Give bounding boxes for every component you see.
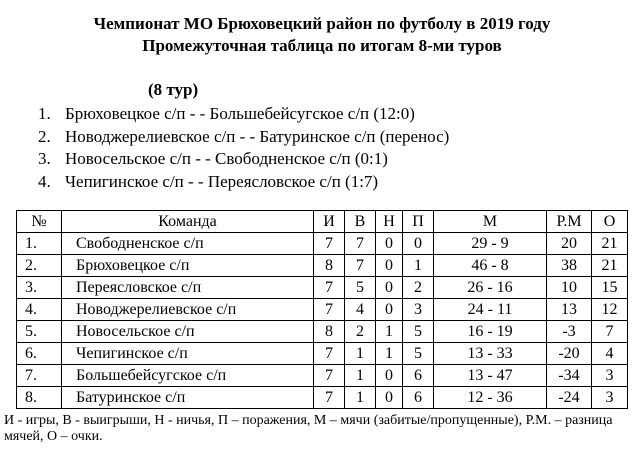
cell-team: Свободненское с/п — [62, 233, 314, 255]
cell-points: 3 — [592, 365, 628, 387]
cell-team: Новосельское с/п — [62, 321, 314, 343]
page-title: Чемпионат МО Брюховецкий район по футболу в 2019 году — [93, 14, 551, 33]
column-header-goals: М — [434, 211, 547, 233]
cell-goal-diff: 38 — [547, 255, 592, 277]
match-item — [38, 103, 449, 126]
match-list — [38, 103, 449, 193]
cell-wins: 2 — [345, 321, 376, 343]
column-header-goal-diff: Р.М — [547, 211, 592, 233]
match-text: Брюховецкое с/п - - Большебейсугское с/п (12:0) — [65, 104, 415, 123]
cell-goals: 16 - 19 — [434, 321, 547, 343]
round-label: (8 тур) — [148, 80, 199, 99]
cell-draws: 0 — [376, 299, 403, 321]
cell-goal-diff: -20 — [547, 343, 592, 365]
table-row — [17, 233, 628, 255]
cell-goal-diff: 13 — [547, 299, 592, 321]
cell-goal-diff: 20 — [547, 233, 592, 255]
cell-goals: 12 - 36 — [434, 387, 547, 409]
match-text: Новоджерелиевское с/п - - Батуринское с/п (перенос) — [65, 126, 450, 146]
cell-goals: 29 - 9 — [434, 233, 547, 255]
match-item — [38, 148, 449, 171]
cell-draws: 1 — [376, 343, 403, 365]
column-header-games: И — [314, 211, 345, 233]
cell-games: 7 — [314, 387, 345, 409]
cell-losses: 5 — [403, 343, 434, 365]
cell-goal-diff: -24 — [547, 387, 592, 409]
cell-number: 4. — [17, 299, 62, 321]
cell-goals: 13 - 47 — [434, 365, 547, 387]
cell-number: 7. — [17, 365, 62, 387]
cell-draws: 0 — [376, 387, 403, 409]
column-header-number: № — [17, 211, 62, 233]
column-header-draws: Н — [376, 211, 403, 233]
cell-number: 5. — [17, 321, 62, 343]
cell-goals: 24 - 11 — [434, 299, 547, 321]
cell-wins: 1 — [345, 343, 376, 365]
cell-team: Новоджерелиевское с/п — [62, 299, 314, 321]
cell-wins: 5 — [345, 277, 376, 299]
cell-losses: 6 — [403, 365, 434, 387]
table-row — [17, 365, 628, 387]
cell-team: Чепигинское с/п — [62, 343, 314, 365]
table-body — [17, 233, 628, 409]
cell-games: 7 — [314, 277, 345, 299]
cell-wins: 4 — [345, 299, 376, 321]
cell-team: Большебейсугское с/п — [62, 365, 314, 387]
cell-number: 8. — [17, 387, 62, 409]
cell-points: 4 — [592, 343, 628, 365]
cell-games: 7 — [314, 233, 345, 255]
cell-draws: 0 — [376, 255, 403, 277]
cell-losses: 6 — [403, 387, 434, 409]
cell-losses: 3 — [403, 299, 434, 321]
table-row — [17, 277, 628, 299]
cell-number: 6. — [17, 343, 62, 365]
cell-goals: 26 - 16 — [434, 277, 547, 299]
cell-team: Батуринское с/п — [62, 387, 314, 409]
cell-goals: 13 - 33 — [434, 343, 547, 365]
cell-draws: 0 — [376, 233, 403, 255]
match-number: 2. — [38, 126, 51, 146]
cell-number: 2. — [17, 255, 62, 277]
standings-table — [16, 210, 628, 409]
column-header-losses: П — [403, 211, 434, 233]
match-number: 3. — [38, 149, 51, 169]
cell-games: 7 — [314, 299, 345, 321]
cell-team: Переясловское с/п — [62, 277, 314, 299]
cell-points: 15 — [592, 277, 628, 299]
table-row — [17, 387, 628, 409]
cell-draws: 0 — [376, 365, 403, 387]
cell-games: 8 — [314, 255, 345, 277]
match-item — [38, 171, 449, 194]
cell-points: 7 — [592, 321, 628, 343]
table-header-row — [17, 211, 628, 233]
table-row — [17, 321, 628, 343]
cell-goals: 46 - 8 — [434, 255, 547, 277]
table-row — [17, 343, 628, 365]
cell-losses: 0 — [403, 233, 434, 255]
cell-points: 3 — [592, 387, 628, 409]
match-item — [38, 126, 449, 149]
table-row — [17, 255, 628, 277]
page-subtitle: Промежуточная таблица по итогам 8-ми туров — [142, 36, 502, 55]
cell-draws: 1 — [376, 321, 403, 343]
cell-wins: 1 — [345, 365, 376, 387]
cell-wins: 7 — [345, 255, 376, 277]
cell-goal-diff: -3 — [547, 321, 592, 343]
cell-team: Брюховецкое с/п — [62, 255, 314, 277]
cell-wins: 7 — [345, 233, 376, 255]
cell-games: 8 — [314, 321, 345, 343]
column-header-wins: В — [345, 211, 376, 233]
match-number: 1. — [38, 104, 51, 123]
match-text: Чепигинское с/п - - Переясловское с/п (1:7) — [65, 171, 379, 191]
cell-losses: 2 — [403, 277, 434, 299]
cell-points: 21 — [592, 233, 628, 255]
cell-wins: 1 — [345, 387, 376, 409]
cell-games: 7 — [314, 365, 345, 387]
cell-draws: 0 — [376, 277, 403, 299]
cell-points: 12 — [592, 299, 628, 321]
cell-number: 1. — [17, 233, 62, 255]
cell-losses: 5 — [403, 321, 434, 343]
column-header-points: О — [592, 211, 628, 233]
cell-points: 21 — [592, 255, 628, 277]
cell-losses: 1 — [403, 255, 434, 277]
match-text: Новосельское с/п - - Свободненское с/п (0:1) — [65, 149, 388, 169]
cell-goal-diff: 10 — [547, 277, 592, 299]
cell-games: 7 — [314, 343, 345, 365]
cell-goal-diff: -34 — [547, 365, 592, 387]
cell-number: 3. — [17, 277, 62, 299]
table-row — [17, 299, 628, 321]
legend-note: И - игры, В - выигрыши, Н - ничья, П – поражения, М – мячи (забитые/пропущенные), Р.М. – разница мячей, О – очки. — [4, 413, 613, 444]
match-number: 4. — [38, 171, 51, 191]
column-header-team: Команда — [62, 211, 314, 233]
